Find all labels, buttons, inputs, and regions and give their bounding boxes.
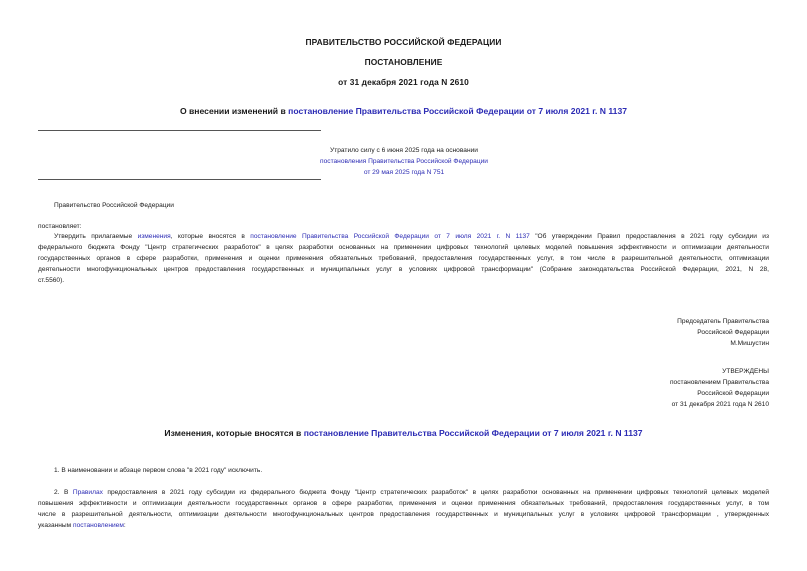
link-resolution[interactable]: постановлением <box>73 522 124 529</box>
approved-block <box>670 366 769 410</box>
status-note <box>38 145 770 178</box>
change-item-1: 1. В наименовании и абзаце первом слова "в 2021 году" исключить. <box>54 467 263 474</box>
changes-title-prefix: Изменения, которые вносятся в <box>164 428 304 438</box>
text-segment: 2. В <box>54 489 73 496</box>
change-item-2-line3: числе в разрешительной деятельности, оптимизации деятельности многофункциональных центров предоставления государственных и муниципальных услуг в условиях цифровой трансформации , утвержденных <box>38 511 769 518</box>
divider-top <box>38 130 321 131</box>
paragraph-approve-line2: федерального бюджета Фонду "Центр стратегических разработок" в целях разработки основанных на применении цифровых технологий целевых моделей повышения эффективности и оптимизации деятельности <box>38 244 769 251</box>
text-segment: предоставления в 2021 году субсидии из федерального бюджета Фонду "Центр стратегических разработок" в целях разработки основанных на применении цифровых технологий целевых моделей <box>102 489 769 496</box>
title-prefix: О внесении изменений в <box>179 106 289 116</box>
approved-line2: постановлением Правительства <box>669 379 769 386</box>
paragraph-approve-line4: деятельности многофункциональных центров предоставления государственных и муниципальных услуг в условиях цифровой трансформации" (Собрание законодательства Российской Федерации, 2021, N 28, <box>38 266 769 273</box>
paragraph-approve-line5: ст.5560). <box>38 277 65 284</box>
divider-bottom <box>38 179 321 180</box>
approved-line3: Российской Федерации <box>697 390 769 397</box>
government-heading: ПРАВИТЕЛЬСТВО РОССИЙСКОЙ ФЕДЕРАЦИИ <box>305 37 502 47</box>
signature-block <box>677 316 769 349</box>
approved-label: УТВЕРЖДЕНЫ <box>722 368 769 375</box>
changes-title <box>0 428 807 438</box>
signature-name: М.Мишустин <box>730 340 769 347</box>
document-type: ПОСТАНОВЛЕНИЕ <box>364 57 443 67</box>
decides-word: постановляет: <box>38 223 82 230</box>
link-rules[interactable]: Правилах <box>72 489 103 496</box>
change-item-2 <box>38 487 769 531</box>
change-item-2-line2: повышения эффективности и оптимизации деятельности государственных органов в сфере разработки, применения и оценки применения обязательных требований, предоставления государственных услуг, в том <box>38 500 769 507</box>
government-name: Правительство Российской Федерации <box>54 202 174 209</box>
text-segment: , которые вносятся в <box>170 233 251 240</box>
change-item-2-line4 <box>38 520 769 531</box>
document-date-number: от 31 декабря 2021 года N 2610 <box>338 77 469 87</box>
text-segment: указанным <box>38 522 73 529</box>
approved-line4: от 31 декабря 2021 года N 2610 <box>671 401 769 408</box>
status-note-line1: Утратило силу с 6 июня 2025 года на основании <box>330 147 478 154</box>
text-segment: "Об утверждении Правил предоставления в 2021 году субсидии из <box>529 233 770 240</box>
paragraph-approve-line3: государственных органов в сфере разработки, применения и оценки применения обязательных требований, предоставления государственных услуг, в том числе в разрешительной деятельности, оптимизации <box>38 255 769 262</box>
paragraph-approve-line1 <box>38 231 769 242</box>
change-item-2-line1 <box>38 487 769 498</box>
document-title <box>0 106 807 116</box>
paragraph-approve <box>38 231 769 286</box>
status-note-link-line3[interactable]: от 29 мая 2025 года N 751 <box>363 169 445 176</box>
text-segment: : <box>123 522 126 529</box>
link-changes[interactable]: изменения <box>137 233 171 240</box>
link-resolution-1137[interactable]: постановление Правительства Российской Федерации от 7 июля 2021 г. N 1137 <box>250 233 530 240</box>
signature-position2: Российской Федерации <box>697 329 769 336</box>
status-note-link-line2[interactable]: постановления Правительства Российской Федерации <box>320 158 488 165</box>
title-link[interactable]: постановление Правительства Российской Федерации от 7 июля 2021 г. N 1137 <box>288 106 628 116</box>
signature-position1: Председатель Правительства <box>677 318 769 325</box>
changes-title-link[interactable]: постановление Правительства Российской Федерации от 7 июля 2021 г. N 1137 <box>303 428 643 438</box>
text-segment: Утвердить прилагаемые <box>54 233 138 240</box>
